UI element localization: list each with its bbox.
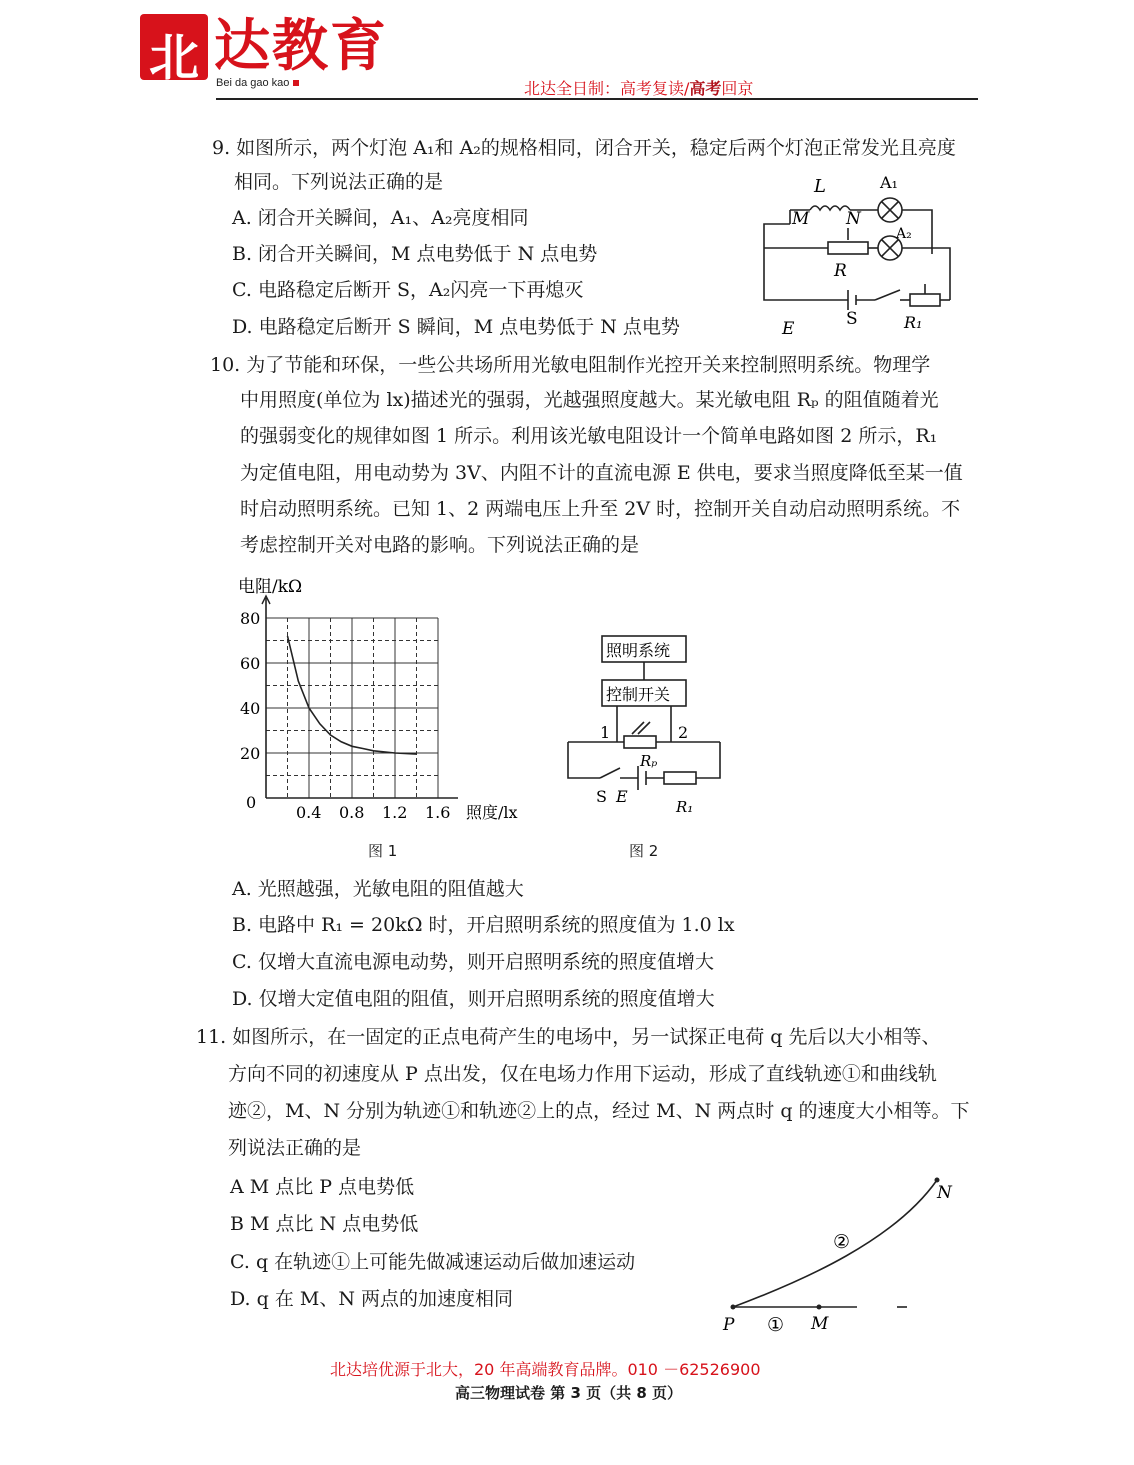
q9-label-R: R [834, 261, 847, 281]
q11-label-P: P [723, 1315, 735, 1335]
q10-stem-line6: 考虑控制开关对电路的影响。下列说法正确的是 [240, 534, 640, 556]
chart-x-tick-label: 1.2 [382, 803, 408, 822]
q10-circuit-diagram [560, 630, 735, 825]
chart-origin-label: 0 [246, 793, 257, 812]
logo-mark: 北 [140, 14, 208, 80]
q10-stem-line1: 10. 为了节能和环保，一些公共场所用光敏电阻制作光控开关来控制照明系统。物理学 [210, 354, 931, 376]
q9-label-A2: A₂ [896, 226, 912, 242]
chart-y-tick-label: 20 [240, 744, 261, 763]
q9-label-M: M [792, 209, 810, 229]
q11-stem-line3: 迹②，M、N 分别为轨迹①和轨迹②上的点，经过 M、N 两点时 q 的速度大小相等。下 [228, 1100, 970, 1122]
q10-option-c: C. 仅增大直流电源电动势，则开启照明系统的照度值增大 [232, 951, 714, 973]
q11-stem-line2: 方向不同的初速度从 P 点出发，仅在电场力作用下运动，形成了直线轨迹①和曲线轨 [228, 1063, 937, 1085]
chart-xlabel: 照度/lx [466, 803, 518, 822]
q11-label-N: N [937, 1183, 952, 1203]
q10-option-d: D. 仅增大定值电阻的阻值，则开启照明系统的照度值增大 [232, 988, 715, 1010]
q9-label-E: E [782, 319, 795, 339]
q11-label-trajectory-1: ① [767, 1314, 785, 1336]
fig2-caption: 图 2 [629, 842, 659, 860]
fig2-control-switch: 控制开关 [606, 685, 671, 704]
q9-option-a: A. 闭合开关瞬间，A₁、A₂亮度相同 [232, 207, 529, 229]
q10-resistance-chart [232, 570, 542, 830]
footer-page-info: 高三物理试卷 第 3 页（共 8 页） [455, 1384, 682, 1402]
fig2-label-S: S [596, 787, 607, 806]
q9-label-A1: A₁ [880, 173, 898, 192]
q11-stem-line4: 列说法正确的是 [228, 1137, 362, 1159]
logo-subtitle: Bei da gao kao [216, 77, 299, 89]
chart-grid [266, 618, 438, 798]
q11-option-c: C. q 在轨迹①上可能先做减速运动后做加速运动 [230, 1251, 636, 1273]
header-tagline: 北达全日制：高考复读/高考回京 [524, 79, 754, 98]
fig2-label-E: E [616, 787, 628, 806]
chart-y-tick-label: 40 [240, 699, 261, 718]
fig2-terminal-1: 1 [600, 723, 611, 742]
q10-option-b: B. 电路中 R₁ = 20kΩ 时，开启照明系统的照度值为 1.0 lx [232, 914, 735, 936]
q10-stem-line2: 中用照度(单位为 lx)描述光的强弱，光越强照度越大。某光敏电阻 Rₚ 的阻值随着光 [240, 389, 939, 411]
q10-stem-line5: 时启动照明系统。已知 1、2 两端电压上升至 2V 时，控制开关自动启动照明系统。不 [240, 498, 961, 520]
chart-y-tick-label: 80 [240, 609, 261, 628]
q11-stem-line1: 11. 如图所示，在一固定的正点电荷产生的电场中，另一试探正电荷 q 先后以大小相等、 [196, 1026, 941, 1048]
q11-trajectory-diagram [715, 1170, 965, 1345]
header-divider [216, 98, 978, 100]
q10-option-a: A. 光照越强，光敏电阻的阻值越大 [232, 878, 524, 900]
chart-x-tick-label: 1.6 [425, 803, 451, 822]
q9-circuit-diagram [750, 168, 965, 340]
q9-label-R1: R₁ [904, 313, 923, 332]
q9-label-N: N [846, 209, 861, 229]
q9-stem-line2: 相同。下列说法正确的是 [234, 171, 444, 193]
q11-label-M: M [811, 1314, 829, 1334]
chart-axes [262, 596, 458, 798]
q9-option-d: D. 电路稳定后断开 S 瞬间，M 点电势低于 N 点电势 [232, 316, 680, 338]
fig2-terminal-2: 2 [678, 723, 689, 742]
q11-label-trajectory-2: ② [833, 1231, 851, 1253]
footer-promo: 北达培优源于北大，20 年高端教育品牌。010 －62526900 [330, 1360, 761, 1379]
chart-ylabel: 电阻/kΩ [238, 577, 303, 597]
fig2-lighting-system: 照明系统 [606, 641, 671, 660]
q9-option-b: B. 闭合开关瞬间，M 点电势低于 N 点电势 [232, 243, 598, 265]
fig2-label-R1: R₁ [676, 798, 694, 816]
q11-option-a: A M 点比 P 点电势低 [230, 1176, 415, 1198]
q9-label-S: S [846, 309, 858, 329]
q11-option-b: B M 点比 N 点电势低 [230, 1213, 419, 1235]
chart-x-tick-label: 0.8 [339, 803, 365, 822]
chart-x-tick-label: 0.4 [296, 803, 322, 822]
q9-label-L: L [814, 176, 826, 197]
fig2-label-Rp: Rₚ [640, 752, 658, 770]
q9-stem-line1: 9. 如图所示，两个灯泡 A₁和 A₂的规格相同，闭合开关，稳定后两个灯泡正常发光且亮度 [212, 137, 956, 159]
logo-title: 达教育 [214, 13, 388, 79]
q11-option-d: D. q 在 M、N 两点的加速度相同 [230, 1288, 513, 1310]
chart-y-tick-label: 60 [240, 654, 261, 673]
q10-stem-line4: 为定值电阻，用电动势为 3V、内阻不计的直流电源 E 供电，要求当照度降低至某一值 [240, 462, 963, 484]
q9-option-c: C. 电路稳定后断开 S，A₂闪亮一下再熄灭 [232, 279, 584, 301]
fig1-caption: 图 1 [368, 842, 398, 860]
q10-stem-line3: 的强弱变化的规律如图 1 所示。利用该光敏电阻设计一个简单电路如图 2 所示，R₁ [240, 425, 938, 447]
